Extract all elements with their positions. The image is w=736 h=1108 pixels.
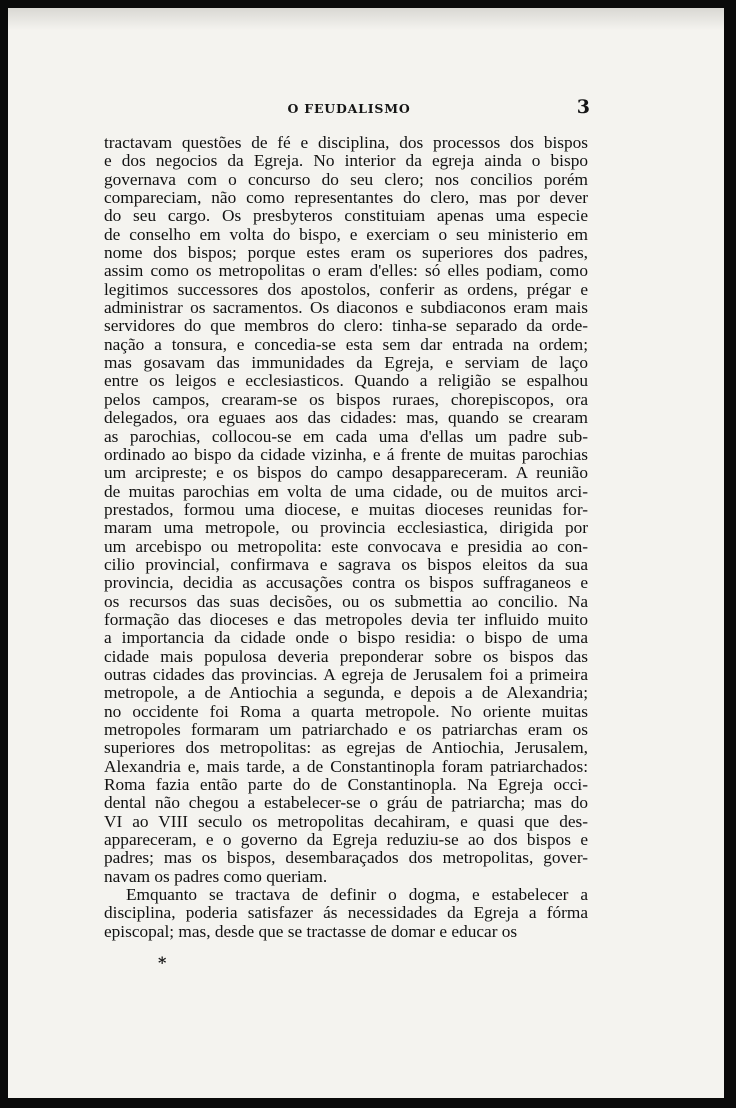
text-line: as parochias, collocou-se em cada uma d'ellas um padre sub- (104, 426, 588, 446)
text-line: appareceram, e o governo da Egreja reduziu-se ao dos bispos e (104, 830, 588, 850)
text-line: nome dos bispos; porque estes eram os superiores dos padres, (104, 243, 588, 263)
text-line: administrar os sacramentos. Os diaconos e subdiaconos eram mais (104, 298, 588, 318)
text-line: cilio provincial, confirmava e sagrava os bispos eleitos da sua (104, 554, 588, 574)
text-line: no occidente foi Roma a quarta metropole. No oriente muitas (104, 701, 588, 721)
text-line: mas gosavam das immunidades da Egreja, e serviam de laço (104, 353, 588, 373)
text-line: do seu cargo. Os presbyteros constituiam apenas uma especie (104, 206, 588, 226)
text-line: Roma fazia então parte do de Constantinopla. Na Egreja occi- (104, 775, 588, 795)
text-line: metropole, a de Antiochia a segunda, e depois a de Alexandria; (104, 683, 588, 703)
page-number: 3 (576, 96, 590, 118)
text-line: e dos negocios da Egreja. No interior da egreja ainda o bispo (104, 151, 588, 171)
text-line: superiores dos metropolitas: as egrejas de Antiochia, Jerusalem, (104, 738, 588, 758)
running-title: O FEUDALISMO (287, 101, 411, 116)
text-line: um arcebispo ou metropolita: este convocava e presidia ao con- (104, 536, 588, 556)
text-line: compareciam, não como representantes do clero, mas por dever (104, 188, 588, 208)
text-line: outras cidades das provincias. A egreja de Jerusalem foi a primeira (104, 664, 588, 684)
text-line: de muitas parochias em volta de uma cidade, ou de muitos arci- (104, 481, 588, 501)
text-line: Emquanto se tractava de definir o dogma, e estabelecer a (126, 885, 588, 905)
text-line: Alexandria e, mais tarde, a de Constantinopla foram patriarchados: (104, 756, 588, 776)
text-line: entre os leigos e ecclesiasticos. Quando a religião se espalhou (104, 371, 588, 391)
text-line: servidores do que membros do clero: tinha-se separado da orde- (104, 316, 588, 336)
text-line: navam os padres como queriam. (104, 866, 328, 886)
text-line: provincia, decidia as accusações contra os bispos suffraganeos e (104, 573, 588, 593)
book-page (8, 8, 724, 1098)
text-line: maram uma metropole, ou provincia ecclesiastica, dirigida por (104, 518, 588, 538)
footnote-mark: * (158, 953, 167, 972)
text-line: governava com o concurso do seu clero; nos concilios porém (104, 169, 588, 189)
text-line: padres; mas os bispos, desembaraçados dos metropolitas, gover- (104, 848, 588, 868)
text-line: tractavam questões de fé e disciplina, dos processos dos bispos (104, 133, 588, 152)
text-line: nação a tonsura, e concedia-se esta sem dar entrada na ordem; (104, 334, 588, 354)
text-line: os recursos das suas decisões, ou os submettia ao concilio. Na (104, 591, 588, 611)
text-line: pelos campos, crearam-se os bispos ruraes, chorepiscopos, ora (104, 389, 588, 409)
text-line: ordinado ao bispo da cidade vizinha, e á frente de muitas parochias (104, 444, 588, 464)
text-line: episcopal; mas, desde que se tractasse de domar e educar os (104, 921, 518, 941)
text-line: de conselho em volta do bispo, e exerciam o seu ministerio em (104, 224, 588, 244)
text-line: disciplina, poderia satisfazer ás necessidades da Egreja a fórma (104, 903, 588, 923)
text-line: cidade mais populosa deveria preponderar sobre os bispos das (104, 646, 588, 666)
text-line: delegados, ora eguaes aos das cidades: mas, quando se crearam (104, 408, 588, 428)
text-line: assim como os metropolitas o eram d'elles: só elles podiam, como (104, 261, 588, 281)
text-line: um arcipreste; e os bispos do campo desappareceram. A reunião (104, 463, 588, 483)
text-line: a importancia da cidade onde o bispo residia: o bispo de uma (104, 628, 588, 648)
text-line: legitimos successores dos apostolos, conferir as ordens, prégar e (104, 279, 588, 299)
text-line: formação das dioceses e das metropoles devia ter influido muito (104, 609, 588, 629)
text-line: VI ao VIII seculo os metropolitas decahiram, e quasi que des- (104, 811, 588, 831)
text-line: prestados, formou uma diocese, e muitas dioceses reunidas for- (104, 499, 588, 519)
text-line: metropoles formaram um patriarchado e os patriarchas eram os (104, 720, 588, 739)
text-line: dental não chegou a estabelecer-se o gráu de patriarcha; mas do (104, 793, 588, 813)
page-header (104, 98, 594, 122)
body-text (104, 134, 588, 941)
